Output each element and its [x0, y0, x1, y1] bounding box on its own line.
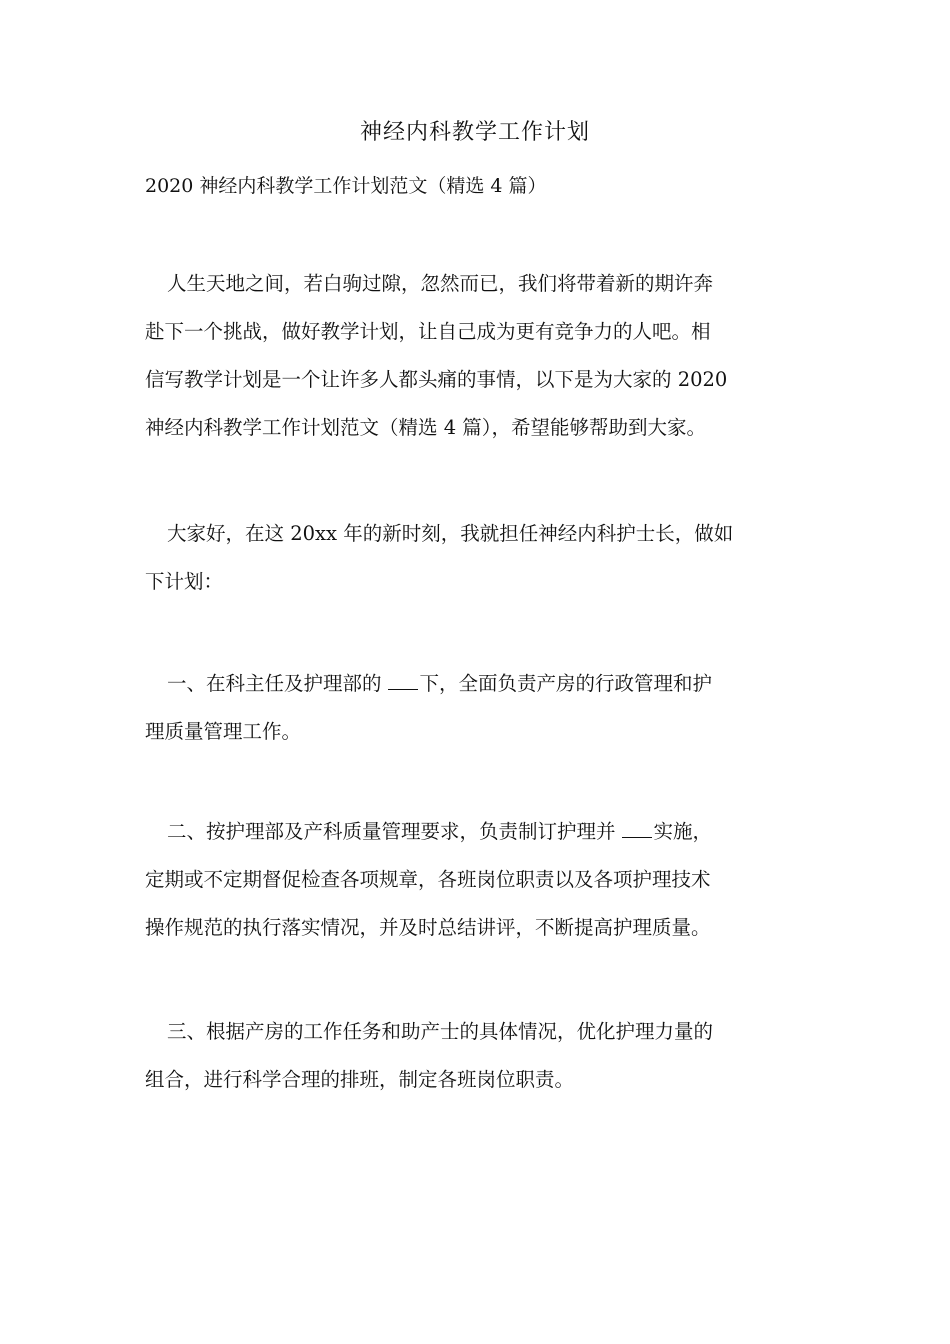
intro-line: 神经内科教学工作计划范文（精选 4 篇），希望能够帮助到大家。	[145, 416, 707, 439]
fill-in-blank	[388, 673, 418, 690]
document-subtitle: 2020 神经内科教学工作计划范文（精选 4 篇）	[145, 175, 547, 197]
item-1-paragraph	[145, 660, 815, 756]
fill-in-blank	[622, 821, 652, 838]
item-1-text-after: 下，全面负责产房的行政管理和护	[419, 672, 713, 695]
intro-paragraph	[145, 260, 815, 452]
item-2-line: 操作规范的执行落实情况，并及时总结讲评，不断提高护理质量。	[145, 916, 711, 939]
intro-line: 信写教学计划是一个让许多人都头痛的事情，以下是为大家的 2020	[145, 368, 728, 391]
item-1-text-before: 一、在科主任及护理部的	[167, 672, 382, 695]
document-title: 神经内科教学工作计划	[359, 120, 590, 145]
greeting-line: 下计划：	[145, 570, 224, 593]
item-2-line: 定期或不定期督促检查各项规章，各班岗位职责以及各项护理技术	[145, 868, 711, 891]
item-3-line: 三、根据产房的工作任务和助产士的具体情况，优化护理力量的	[167, 1020, 714, 1043]
item-2-paragraph	[145, 808, 815, 952]
item-1-line	[145, 660, 815, 708]
intro-line: 赴下一个挑战，做好教学计划，让自己成为更有竞争力的人吧。相	[145, 320, 711, 343]
item-1-line: 理质量管理工作。	[145, 720, 302, 743]
greeting-paragraph	[145, 510, 815, 606]
item-2-line	[145, 808, 815, 856]
intro-line: 人生天地之间，若白驹过隙，忽然而已，我们将带着新的期许奔	[167, 272, 714, 295]
item-3-line: 组合，进行科学合理的排班，制定各班岗位职责。	[145, 1068, 575, 1091]
item-2-text-after: 实施，	[653, 820, 713, 843]
greeting-line: 大家好，在这 20xx 年的新时刻，我就担任神经内科护士长，做如	[167, 522, 734, 545]
item-2-text-before: 二、按护理部及产科质量管理要求，负责制订护理并	[167, 820, 616, 843]
item-3-paragraph	[145, 1008, 815, 1104]
